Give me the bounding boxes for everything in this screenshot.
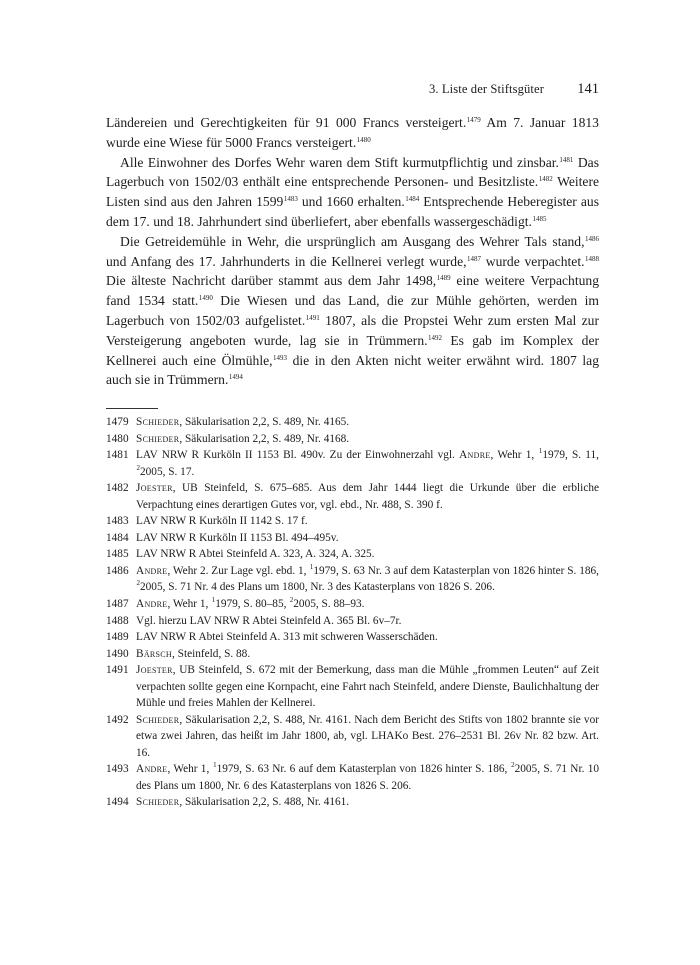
text-run: 1979, S. 63 Nr. 6 auf dem Katasterplan von 1826 hinter S. 186, xyxy=(216,763,511,776)
text-run: , Steinfeld, S. 88. xyxy=(172,647,251,660)
edition-superscript: 1 xyxy=(538,447,543,456)
page-number: 141 xyxy=(577,81,599,97)
author-name: Andre xyxy=(136,763,168,776)
author-name: Schieder xyxy=(136,432,180,445)
text-run: , UB Steinfeld, S. 675–685. Aus dem Jahr 1444 liegt die Urkunde über die erbliche Verpachtung eines derartigen Gutes vor, vgl. ebd., Nr. 488, S. 390 f. xyxy=(136,482,599,511)
footnote-number: 1480 xyxy=(106,432,129,445)
footnote xyxy=(106,646,599,662)
edition-superscript: 1 xyxy=(211,595,216,604)
footnote-number: 1492 xyxy=(106,713,129,726)
footnote-number: 1479 xyxy=(106,416,129,428)
text-run: Die Wiesen und das Land, die zur Mühle gehörten, werden im Lagerbuch von 1502/03 aufgelistet. xyxy=(106,293,599,328)
text-run: , Wehr 2. Zur Lage vgl. ebd. 1, xyxy=(167,564,310,577)
text-run: 2005, S. 17. xyxy=(140,465,195,478)
footnote-number: 1487 xyxy=(106,597,129,610)
author-name: Joester xyxy=(136,482,173,495)
text-run: wurde verpachtet. xyxy=(481,253,585,269)
footnote xyxy=(106,513,599,529)
footnote-reference: 1484 xyxy=(405,195,420,204)
footnote xyxy=(106,546,599,562)
text-run: 2005, S. 71 Nr. 4 des Plans um 1800, Nr. 3 des Katasterplans von 1826 S. 206. xyxy=(140,581,495,594)
footnote xyxy=(106,613,599,629)
author-name: Joester xyxy=(136,664,173,677)
footnote-number: 1483 xyxy=(106,515,129,528)
footnote xyxy=(106,431,599,447)
text-run: LAV NRW R Abtei Steinfeld A. 323, A. 324, A. 325. xyxy=(136,548,375,561)
footnote xyxy=(106,447,599,480)
footnote-number: 1489 xyxy=(106,631,129,644)
author-name: Schieder xyxy=(136,713,180,726)
text-run: 2005, S. 71 Nr. 10 des Plans um 1800, Nr. 6 des Katasterplans von 1826 S. 206. xyxy=(136,763,599,792)
text-run: , Wehr 1, xyxy=(167,597,212,610)
text-run: und Anfang des 17. Jahrhunderts in die Kellnerei verlegt wurde, xyxy=(106,253,467,269)
footnote-number: 1485 xyxy=(106,548,129,561)
footnote-number: 1482 xyxy=(106,482,129,495)
text-run: 2005, S. 88–93. xyxy=(293,597,365,610)
text-run: Alle Einwohner des Dorfes Wehr waren dem Stift kurmutpflichtig und zinsbar. xyxy=(120,154,559,170)
footnote-number: 1484 xyxy=(106,531,129,544)
text-run: Es gab im Komplex der Kellnerei auch eine Ölmühle, xyxy=(106,332,599,368)
text-run: Die Getreidemühle in Wehr, die ursprünglich am Ausgang des Wehrer Tals stand, xyxy=(120,233,585,249)
footnote-number: 1493 xyxy=(106,763,129,776)
text-run: , Säkularisation 2,2, S. 488, Nr. 4161. xyxy=(179,796,350,809)
footnote xyxy=(106,662,599,711)
edition-superscript: 2 xyxy=(136,463,140,472)
text-run: Weitere Listen sind aus den Jahren 1599 xyxy=(106,174,600,210)
text-run: , Säkularisation 2,2, S. 489, Nr. 4168. xyxy=(179,432,350,445)
author-name: Andre xyxy=(136,597,168,610)
text-run: 1979, S. 80–85, xyxy=(215,597,290,610)
edition-superscript: 2 xyxy=(289,595,294,604)
footnote xyxy=(106,761,599,794)
footnote-reference: 1492 xyxy=(428,333,443,342)
text-run: Das Lagerbuch von 1502/03 enthält eine entsprechende Personen- und Besitzliste. xyxy=(106,154,599,190)
footnote-number: 1491 xyxy=(106,664,129,677)
edition-superscript: 2 xyxy=(136,579,140,588)
text-run: Vgl. hierzu LAV NRW R Abtei Steinfeld A. 365 Bl. 6v–7r. xyxy=(136,614,402,627)
text-run: , Wehr 1, xyxy=(167,763,213,776)
text-run: 1979, S. 63 Nr. 3 auf dem Katasterplan von 1826 hinter S. 186, xyxy=(313,564,599,577)
running-title: 3. Liste der Stiftsgüter xyxy=(428,82,544,96)
text-run: , Säkularisation 2,2, S. 488, Nr. 4161. Nach dem Bericht des Stifts von 1802 brannte sie vor etwa zwei Jahren, das heißt im Jahr 1800, ab, vgl. LHAKo Best. 276–2531 Bl. 26v Nr. 82 bzw. Art. 16. xyxy=(136,713,599,759)
footnote-reference: 1486 xyxy=(585,234,599,243)
author-name: Schieder xyxy=(136,416,180,428)
footnote-reference: 1494 xyxy=(228,373,243,382)
paragraph xyxy=(106,113,599,153)
footnote xyxy=(106,794,599,810)
footnote-reference: 1488 xyxy=(585,254,599,263)
footnote-reference: 1479 xyxy=(466,116,481,124)
text-run: LAV NRW R Kurköln II 1142 S. 17 f. xyxy=(136,515,308,528)
footnote-number: 1481 xyxy=(106,449,129,462)
text-run: und 1660 erhalten. xyxy=(297,194,405,210)
footnote-reference: 1490 xyxy=(198,294,213,303)
footnote-reference: 1487 xyxy=(467,254,482,263)
edition-superscript: 2 xyxy=(511,761,515,770)
footnote xyxy=(106,712,599,761)
text-run: Die älteste Nachricht darüber stammt aus dem Jahr 1498, xyxy=(106,273,437,289)
footnote-number: 1490 xyxy=(106,647,129,660)
footnote-reference: 1491 xyxy=(305,313,320,322)
footnote-number: 1486 xyxy=(106,564,129,577)
footnote-reference: 1480 xyxy=(356,135,371,144)
footnote xyxy=(106,596,599,612)
text-run: Ländereien und Gerechtigkeiten für 91 000 Francs versteigert. xyxy=(106,115,467,130)
author-name: Schieder xyxy=(136,796,180,809)
main-text xyxy=(106,113,599,390)
footnote-reference: 1481 xyxy=(559,155,574,164)
text-run: die in den Akten nicht weiter erwähnt wird. 1807 lag auch sie in Trümmern. xyxy=(106,352,599,388)
footnote xyxy=(106,414,599,430)
footnote-reference: 1493 xyxy=(273,353,288,362)
author-name: Bärsch xyxy=(136,647,173,660)
footnote xyxy=(106,629,599,645)
text-run: LAV NRW R Kurköln II 1153 Bl. 494–495v. xyxy=(136,531,339,544)
author-name: Andre xyxy=(459,449,491,462)
edition-superscript: 1 xyxy=(309,562,314,571)
text-run: 1807, als die Propstei Wehr zum ersten Mal zur Versteigerung angeboten wurde, lag sie in Trümmern. xyxy=(106,312,599,348)
paragraph xyxy=(106,232,599,390)
footnote-number: 1488 xyxy=(106,614,129,627)
footnote-reference: 1489 xyxy=(436,274,451,283)
footnote-reference: 1485 xyxy=(532,214,547,223)
text-run: , Wehr 1, xyxy=(490,449,539,462)
running-header xyxy=(106,82,599,104)
footnote-separator xyxy=(106,408,158,409)
author-name: Andre xyxy=(136,564,168,577)
text-run: Am 7. Januar 1813 wurde eine Wiese für 5000 Francs versteigert. xyxy=(106,115,599,150)
text-run: , UB Steinfeld, S. 672 mit der Bemerkung, dass man die Mühle „frommen Leuten“ auf Zeit verpachten sollte gegen eine Kornpacht, eine Fahrt nach Steinfeld, andere Dienste, Baulichhaltung der Mühle und freies Mahlen der Kellnerei. xyxy=(136,664,599,710)
text-run: LAV NRW R Abtei Steinfeld A. 313 mit schweren Wasserschäden. xyxy=(136,631,438,644)
footnote xyxy=(106,530,599,546)
paragraph xyxy=(106,153,599,232)
text-run: LAV NRW R Kurköln II 1153 Bl. 490v. Zu der Einwohnerzahl vgl. xyxy=(136,449,460,462)
footnote-reference: 1483 xyxy=(283,195,298,204)
text-run: eine weitere Verpachtung fand 1534 statt. xyxy=(106,273,599,309)
footnotes xyxy=(106,414,599,811)
footnote xyxy=(106,563,599,596)
footnote-reference: 1482 xyxy=(538,175,553,184)
footnote-number: 1494 xyxy=(106,796,129,809)
edition-superscript: 1 xyxy=(213,761,217,770)
text-run: , Säkularisation 2,2, S. 489, Nr. 4165. xyxy=(179,416,350,428)
text-run: 1979, S. 11, xyxy=(542,449,599,462)
footnote xyxy=(106,480,599,513)
text-run: Entsprechende Heberegister aus dem 17. und 18. Jahrhundert sind überliefert, aber ebenfalls wassergeschädigt. xyxy=(106,194,599,229)
